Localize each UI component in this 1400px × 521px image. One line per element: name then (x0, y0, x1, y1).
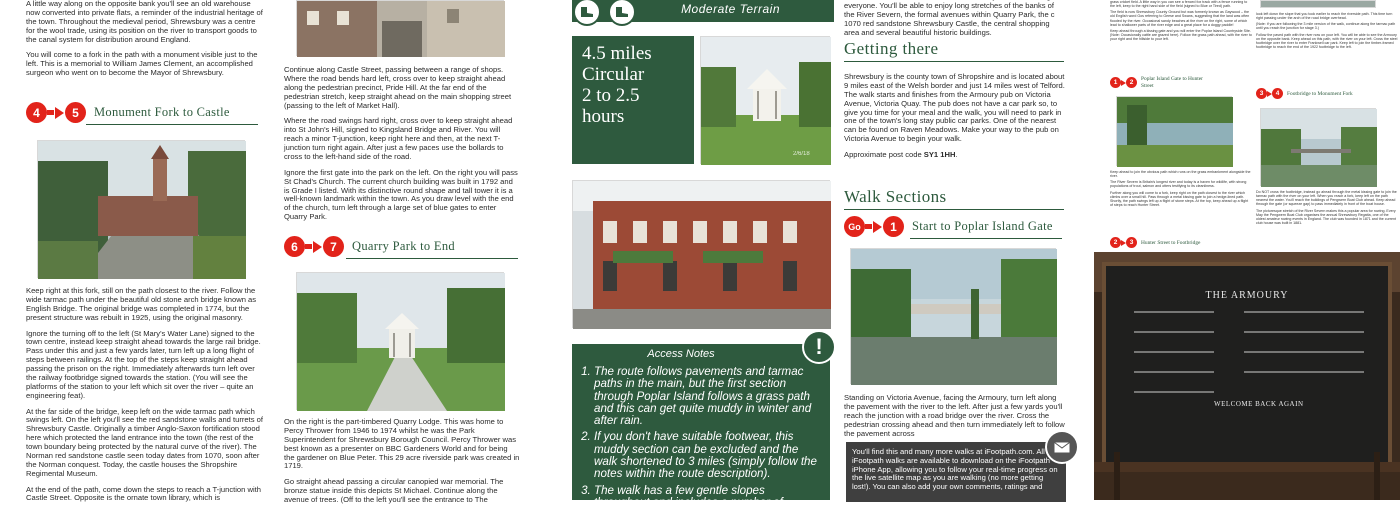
photo-quarry-park (296, 272, 504, 410)
arrow-head-icon (55, 107, 64, 119)
divider (346, 258, 518, 259)
panel5-right-col (1256, 12, 1398, 51)
boot-icon (608, 0, 636, 26)
paragraph: Shrewsbury is the county town of Shropshire and is located about 9 miles east of the Welsh border and just 14 miles west of Telford. The walk starts and finishes from the Armoury pub on Victoria Avenue, Victoria Quay. The pub does not have a car park so, to give you time for your meal and the walk, you will need to park in one of the town's long stay public car parks. One of the nearest can be found on Raven Meadows. Make your way to the pub on Victoria Avenue to begin your walk. (844, 72, 1065, 144)
walk-duration: 2 to 2.5 (582, 84, 640, 106)
photo-bandstand (700, 36, 830, 164)
divider (844, 209, 1064, 210)
small-paragraph: grass cricket field. A little way in you can see a fenced fox track with a fence running to the left, keep to the right hand side of the field (signed to Blue or Tired) path. (1110, 0, 1248, 9)
section-header-3-4 (1256, 88, 1353, 99)
small-paragraph: (Note: if you are following the 3 mile version of the walk, continue along the tarmac path until you reach the junction for stage 3.) (1256, 22, 1396, 31)
panel1-body (26, 287, 264, 510)
walk-sections-heading: Walk Sections (844, 187, 947, 206)
panel2-body-top (284, 66, 520, 229)
footbridge-image (1261, 109, 1377, 187)
small-paragraph: The field is now Shrewsbury County Ground but was formerly known as Gaywood – the old English word Gos referring to Geese and Swans, suggesting that the land was often flooded by the river. Occasional sandy beaches at the river on the right, some of which lead to shallower parts of the river edge and a great place for a doggy paddle! (1110, 10, 1250, 27)
postcode-label: Approximate post code (844, 150, 924, 159)
divider (910, 238, 1062, 239)
paragraph: On the right is the part-timbered Quarry Lodge. This was home to Percy Thrower from 1946 to 1974 whilst he was the Park Superintendent for Shrewsbury Borough Council. Percy Thrower was best known as a presenter on BBC Gardeners World and for being the gardener on Blue Peter. This 29 acre riverside park was created in 1719. (284, 417, 520, 471)
paragraph: Ignore the turning off to the left (St Mary's Water Lane) signed to the town centre, instead keep straight ahead towards the large rail bridge. Pass under this and just a few yards later, turn left up a long flight of steps between railings. At the top of the steps keep straight ahead passing the prison on the right. Immediately afterwards turn left over the railway footbridge signed towards the station. (You will see the platforms of the station to your left which sit over the river – quite an engineering feat). (26, 328, 261, 400)
warning-icon (802, 330, 836, 364)
access-notes-list (582, 366, 820, 521)
small-paragraph: Keep ahead to join the obvious path which runs on the grass embankment alongside the river. (1110, 170, 1251, 179)
paragraph: At the far side of the bridge, keep left on the wide tarmac path which swings left. On the left you'll see the red sandstone walls and turrets of Shrewsbury Castle. Originally a timber Anglo-Saxon fortification stood here which protected the land entrance into the town (the rest of the town boundary being protected by the natural curve of the river). The Norman red sandstone castle seen today dates from 1070, soon after the Norman conquest. Today, the castle houses the Shropshire Regimental Museum. (26, 406, 263, 478)
step-badge: 4 (26, 102, 47, 123)
section-header-2-3 (1110, 237, 1200, 248)
panel2-body-bottom (284, 418, 520, 512)
walk-distance: 4.5 miles (582, 43, 652, 64)
photo-chalkboard (1094, 252, 1400, 500)
small-paragraph: The picturesque stretch of the River Severn makes this a popular area for rowing. Every May the Pengwern Boat Club organises the annual Shrewsbury Regatta, one of the oldest amateur rowing events in England. The club was founded in 1871 and the current club house was built in 1881. (1256, 208, 1396, 225)
step-badge: 7 (323, 236, 344, 257)
section-title: Monument Fork to Castle (94, 105, 230, 119)
page-panel-5 (1094, 0, 1400, 500)
postcode-line (844, 151, 1068, 160)
section-header-4-5 (26, 102, 230, 123)
page-panel-1 (0, 0, 268, 503)
paragraph: At the end of the path, come down the steps to reach a T-junction with Castle Street. Opposite is the ornate town library, which is (26, 484, 261, 503)
arrow-icon (305, 244, 312, 249)
panel5-left-body (1110, 170, 1252, 209)
section-title: Poplar Island Gate to Hunter Street (1141, 76, 1203, 89)
arrow-head-icon (873, 221, 882, 233)
photo-street (296, 0, 504, 56)
intro-paragraph: everyone. You'll be able to enjoy long stretches of the banks of the River Severn, the formal avenues within Quarry Park, the c 1070 red sandstone Shrewsbury Castle, the central shopping area and several beautiful historic buildings. (844, 0, 1055, 37)
step-badge: 6 (284, 236, 305, 257)
ifootpath-text: You'll find this and many more walks at iFootpath.com. All iFootpath walks are available to download on the iFootpath iPhone App, allowing you to follow your real-time progress on the live satellite map as you are walking (no more getting lost!). You can also add your own comments, ratings and (852, 447, 1058, 492)
small-paragraph: Do NOT cross the footbridge, instead go ahead through the metal kissing gate to join the tarmac path with the river on your left. When you reach a fork, keep left on the path nearest the water. You'll reach the buildings of Pengwern Boat Club ahead. Keep ahead through the gate (or squeeze gap) to pass immediately in front of the boat house. (1256, 190, 1397, 207)
step-badge: 3 (1126, 237, 1137, 248)
access-notes-box (572, 344, 830, 521)
arrow-icon (865, 224, 872, 229)
walk-duration-unit: hours (582, 105, 625, 127)
step-badge: 4 (1272, 88, 1283, 99)
boot-icon (573, 0, 601, 26)
panel1-intro (26, 0, 264, 85)
postcode-value: SY1 1HH (923, 150, 956, 159)
small-paragraph: look left down the slope that you took earlier to reach the riverside path. This time turn right passing under the arch of the road bridge overhead. (1256, 12, 1393, 21)
chalkboard-title: THE ARMOURY (1205, 290, 1289, 301)
castle-path-image (38, 141, 246, 279)
small-paragraph: The River Severn is Britain's longest river and today is a haven for wildlife, with strong populations of trout, salmon and otters testifying to its cleanliness. (1110, 180, 1247, 189)
paragraph: Where the road swings hard right, cross over to keep straight ahead into St John's Hill, signed to Kingsland Bridge and River. You will reach a minor T-junction, keep right here and then, at the next T-junction turn right again. After just a few paces use the bollards to cross to the left-hand side of the road. (284, 116, 513, 161)
panel5-right-body (1256, 190, 1398, 227)
page-panel-2 (268, 0, 528, 504)
step-badge: 2 (1126, 77, 1137, 88)
walk-summary-box (572, 36, 694, 164)
access-notes-title: Access Notes (647, 348, 715, 360)
section-title: Start to Poplar Island Gate (912, 219, 1053, 233)
quarry-park-image (297, 273, 505, 411)
photo-footbridge (1260, 108, 1376, 186)
section-header-6-7 (284, 236, 455, 257)
step-badge: Go (844, 216, 865, 237)
warning-icon-glyph: ! (815, 334, 823, 359)
ifootpath-box (846, 442, 1066, 502)
email-icon[interactable] (1045, 430, 1079, 464)
section-header-go-1 (844, 216, 1053, 237)
photo-top-right (1260, 0, 1376, 8)
river-bridge-image (851, 249, 1057, 385)
paragraph: A little way along on the opposite bank you'll see an old warehouse now converted into private flats, a reminder of the industrial heritage of the town. Throughout the medieval period, Shrewsbury was a centre for the wool trade, using its position on the river to transport goods to the canal system for distribution around England. (26, 0, 263, 44)
riverbank-image (1117, 97, 1233, 167)
access-note: 3. The walk has a few gentle slopes throughout and includes a number of gates/kissing gates (594, 485, 820, 521)
street-image (297, 1, 505, 57)
step-badge: 2 (1110, 237, 1121, 248)
armoury-pub-image (573, 181, 831, 329)
paragraph: Keep right at this fork, still on the path closest to the river. Follow the wide tarmac path under the beautiful old stone arch bridge known as English Bridge. The original bridge was completed in 1774, but the present structure was rebuilt in 1925, using the original masonry. (26, 286, 257, 322)
paragraph: You will come to a fork in the path with a monument visible just to the left. This is a memorial to William James Clement, an accomplished surgeon who went on to become the Mayor of Shrewsbury. (26, 50, 258, 78)
photo-castle-path (37, 140, 245, 278)
section-title: Quarry Park to End (352, 239, 455, 253)
getting-there-heading: Getting there (844, 39, 939, 58)
terrain-label: Moderate Terrain (681, 2, 780, 16)
arrow-head-icon (313, 241, 322, 253)
bandstand-image (701, 37, 831, 165)
divider (844, 61, 1064, 62)
photo-date: 2/6/18 (793, 151, 810, 157)
photo-riverbank (1116, 96, 1232, 166)
page-panel-4 (840, 0, 1090, 500)
walk-type: Circular (582, 63, 645, 85)
section-title: Footbridge to Monument Fork (1287, 90, 1353, 97)
section-title: Hunter Street to Footbridge (1141, 239, 1201, 246)
section-body: Standing on Victoria Avenue, facing the Armoury, turn left along the pavement with the river to the left. After just a few yards you'll reach the junction with a road bridge over the river. Cross the pedestrian crossing ahead and then turn immediately left to follow the pavement across (844, 393, 1065, 438)
section-header-1-2 (1110, 76, 1205, 90)
chalkboard-welcome: WELCOME BACK AGAIN (1214, 400, 1304, 408)
paragraph: Continue along Castle Street, passing between a range of shops. Where the road bends hard left, cross over to keep straight ahead along the pedestrian precinct, Pride Hill. At the far end of the pedestrian stretch, keep straight ahead on the main shopping street (passing to the left of Market Hall). (284, 65, 512, 110)
postcode-end: . (955, 150, 958, 159)
panel5-left-col (1110, 0, 1252, 43)
small-paragraph: Keep ahead through a kissing gate and you will enter the Poplar Island Countryside Site. (Note: Occasionally cattle are grazed here). Follow the grass path ahead, with the river to your right and the hillside to your left. (1110, 28, 1252, 41)
page-panel-3 (568, 0, 840, 521)
small-paragraph: Follow the paved path with the river now on your left. You will be able to see the Armoury on the opposite bank. Keep ahead on this path, with the river on your left. Cross the steel footbridge over the river to enter Frankwell car park. Keep left to join the timber-framed footbridge to reach the end of the 1922 footbridge to the left. (1256, 32, 1398, 49)
step-badge: 1 (883, 216, 904, 237)
arrow-icon (47, 110, 54, 115)
divider (86, 124, 258, 125)
step-badge: 5 (65, 102, 86, 123)
step-badge: 3 (1256, 88, 1267, 99)
paragraph: Ignore the first gate into the park on the left. On the right you will pass St Chad's Church. The current church building was built in 1792 and is Grade I listed. With its distinctive round shape and tall tower it is a well-known landmark within the town. As you draw level with the end of the church, turn left through a large set of blue gates to enter Quarry Park. (284, 167, 518, 222)
step-badge: 1 (1110, 77, 1121, 88)
access-note: 2. If you don't have suitable footwear, this muddy section can be excluded and the walk shortened to 3 miles (simply follow the notes within the route description). (594, 431, 820, 480)
access-note: 1. The route follows pavements and tarmac paths in the main, but the first section through Poplar Island follows a grass path and this can get quite muddy in winter and after rain. (594, 366, 820, 427)
photo-armoury-pub (572, 180, 830, 328)
photo-river-bridge (850, 248, 1056, 384)
getting-there-body (844, 73, 1068, 167)
small-paragraph: Further along you will come to a fork, keep right on the path closest to the river which climbs over a small hill. Pass through a metal kissing gate to join a hedge-lined path. Shortly, the path swings left up a flight of stone steps. At the top, keep ahead up a flight of steps to reach Hunter Street. (1110, 190, 1249, 207)
paragraph: Go straight ahead passing a circular canopied war memorial. The bronze statue inside this depicts St Michael. Continue along the avenue of trees. (Off to the left you'll see the entrance to The (284, 477, 504, 504)
